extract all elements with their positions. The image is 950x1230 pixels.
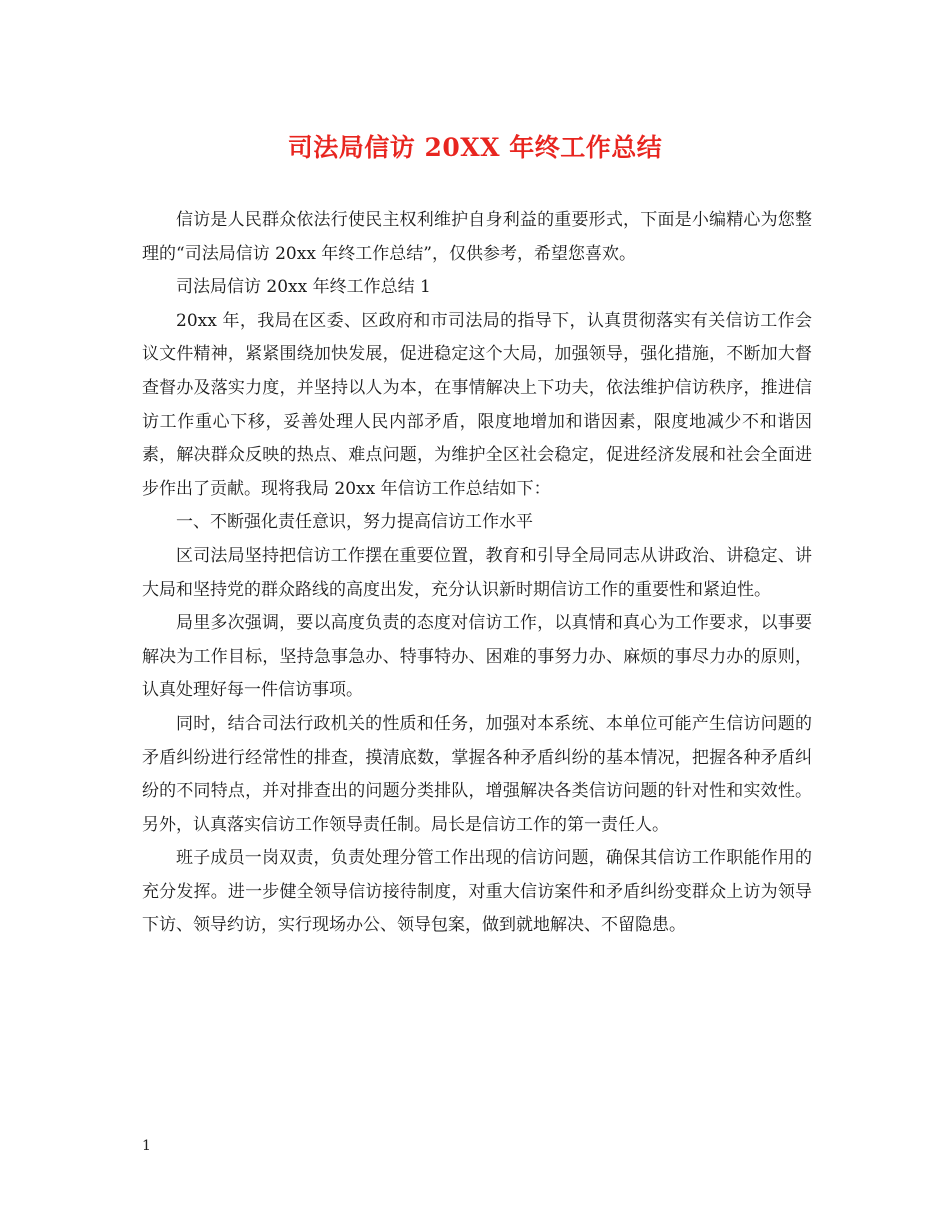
subsection-heading: 一、不断强化责任意识，努力提高信访工作水平 — [176, 512, 533, 533]
document-body — [142, 204, 812, 943]
body-paragraph: 同时，结合司法行政机关的性质和任务，加强对本系统、本单位可能产生信访问题的矛盾纠纷进行经常性的排查，摸清底数，掌握各种矛盾纠纷的基本情况，把握各种矛盾纠纷的不同特点，并对排查出的问题分类排队，增强解决各类信访问题的针对性和实效性。另外，认真落实信访工作领导责任制。局长是信访工作的第一责任人。 — [142, 713, 812, 835]
body-paragraph: 班子成员一岗双责，负责处理分管工作出现的信访问题，确保其信访工作职能作用的充分发挥。进一步健全领导信访接待制度，对重大信访案件和矛盾纠纷变群众上访为领导下访、领导约访，实行现场办公、领导包案，做到就地解决、不留隐患。 — [142, 848, 812, 936]
document-title: 司法局信访 20XX 年终工作总结 — [287, 133, 663, 162]
body-paragraph: 局里多次强调，要以高度负责的态度对信访工作，以真情和真心为工作要求，以事要解决为工作目标，坚持急事急办、特事特办、困难的事努力办、麻烦的事尽力办的原则，认真处理好每一件信访事项。 — [142, 613, 812, 701]
intro-paragraph: 信访是人民群众依法行使民主权利维护自身利益的重要形式，下面是小编精心为您整理的“司法局信访 20xx 年终工作总结”，仅供参考，希望您喜欢。 — [142, 210, 812, 264]
body-paragraph: 区司法局坚持把信访工作摆在重要位置，教育和引导全局同志从讲政治、讲稳定、讲大局和坚持党的群众路线的高度出发，充分认识新时期信访工作的重要性和紧迫性。 — [142, 545, 812, 600]
page-number: 1 — [142, 1138, 151, 1154]
body-paragraph: 20xx 年，我局在区委、区政府和市司法局的指导下，认真贯彻落实有关信访工作会议文件精神，紧紧围绕加快发展，促进稳定这个大局，加强领导，强化措施，不断加大督查督办及落实力度，并坚持以人为本，在事情解决上下功夫，依法维护信访秩序，推进信访工作重心下移，妥善处理人民内部矛盾，限度地增加和谐因素，限度地减少不和谐因素，解决群众反映的热点、难点问题，为维护全区社会稳定，促进经济发展和社会全面进步作出了贡献。现将我局 20xx 年信访工作总结如下： — [142, 310, 812, 499]
section-heading: 司法局信访 20xx 年终工作总结 1 — [176, 277, 431, 298]
